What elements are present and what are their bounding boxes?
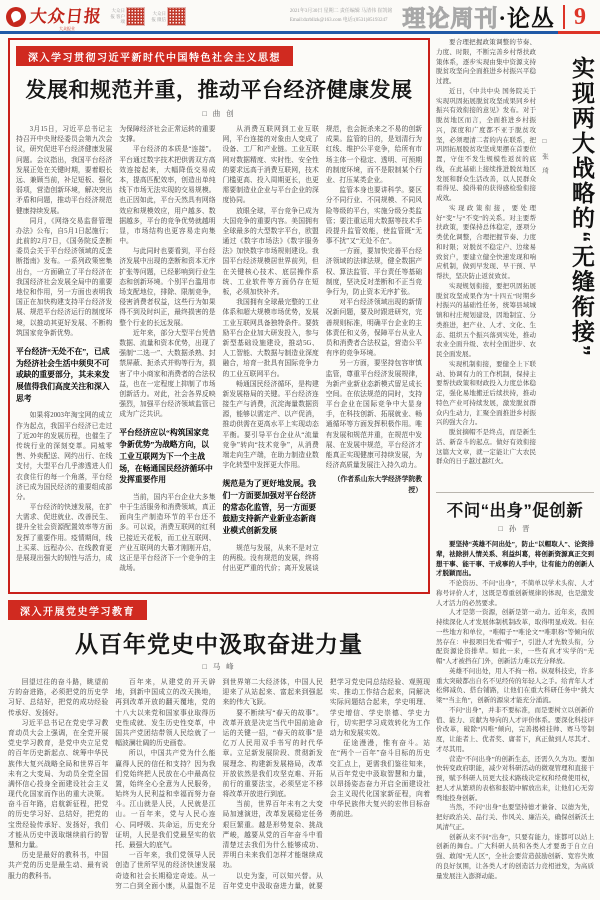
paragraph: 要合理把握政策调整的节奏、力度、时限，不断完善乡村帮扶政策体系，逐步实现由集中资源支持脱贫攻坚向全面推进乡村振兴平稳过渡。 [436,39,536,85]
qr-block-wechat [149,8,185,25]
paragraph: 实现机制衔接，要健全上下联动、协调有力的工作机制，保持主要帮扶政策和财政投入力度总体稳定，强化易地搬迁后续扶持，推动特色产业可持续发展，激发脱贫群众内生动力，汇聚全面推进乡村振兴的强大合力。 [436,360,536,427]
masthead [0,0,600,31]
paragraph: 以史为鉴，可以知兴替。从百年党史中汲取奋进力量，就要把学习党史同总结经验、观照现实、推动工作结合起来，同解决实际问题结合起来，学史明理、学史增信、学史崇德、学史力行，切实把学习成效转化为工作动力和发展实效。 [222,679,430,890]
right-column [436,38,594,896]
qr-label: 大众日报 客户端 [110,7,125,25]
paragraph: 规范与发展，从来不是对立的两极。没有规范的发展，终将付出更严重的代价；离开发展谈规范，也会扼杀来之不易的创新成果。监管的目的，是划清行为红线、维护公平竞争，给所有市场主体一个稳定、透明、可预期的制度环境，而不是限制某个行业、打压某类企业。 [222,126,422,573]
paragraph: 人才是第一资源，创新是第一动力。近年来，我国持续深化人才发展体制机制改革，取得明显成效。但在一些地方和单位，“唯帽子”“唯论文”“唯职称”等倾向依然存在：申报项目先看“帽子”，引进人才先数头衔，分配资源论资排辈。如此一来，一些有真才实学的“无帽”人才被挡在门外，创新活力难以充分释放。 [436,609,594,665]
qr-label: 大众日报 微信 [151,10,166,22]
subhead: 规范是为了更好地发展。我们一方面要加强对平台经济的常态化监管，另一方面要鼓励支持新产业新业态新商业模式创新发展 [222,479,317,536]
right-bottom-article-byline: □ 孙 晋 [498,524,532,533]
right-top-article [436,38,594,486]
paragraph: 当然，不问“出身”也要坚持德才兼备、以德为先，把好政治关、品行关、作风关、廉洁关，确保创新沃土风清气正。 [436,804,594,831]
paragraph: 放眼全球，平台竞争已成为大国竞争的重要内容。美国拥有全球最多的大型数字平台，欧盟通过《数字市场法》《数字服务法》加快数字市场规则建设。我国平台经济规模居世界前列，但在关键核心技术、底层操作系统、工业软件等方面仍存在短板，必须加快补齐。 [222,207,319,296]
paragraph: 另一方面，要坚持包容审慎监管，尊重平台经济发展规律，为新产业新业态新模式留足成长空间。在依法规范的同时，支持平台企业在国际竞争中大显身手，在科技创新、拓展就业、畅通循环等方面发挥积极作用。唯有发展和规范并重，在规范中发展、在发展中规范，平台经济才能真正实现健康可持续发展，为经济高质量发展注入持久动力。 [325,360,422,470]
paragraph: 不论资历、不问“出身”，不简单以学术头衔、人才称号评价人才，这既是尊重创新规律的体现，也是激发人才活力的必然要求。 [436,580,594,607]
paragraph: 实现规划衔接，要把巩固拓展脱贫攻坚成果作为“十四五”时期乡村振兴的基础性任务，统筹县域城镇和村庄规划建设，因地制宜、分类推进，把产业、人才、文化、生态、组织五个振兴落到实处，推动农业全面升级、农村全面进步、农民全面发展。 [436,282,536,358]
qr-code-icon [168,8,185,25]
paragraph: 要坚持“英雄不问出处”，防止“以帽取人”、论资排辈，祛除拼人情关系、利益纠葛，将创新资源真正交到想干事、能干事、干成事的人手中，让有能力的创新人才脱颖而出。 [436,541,594,578]
main-article-headline: 发展和规范并重，推动平台经济健康发展 [25,79,413,102]
paragraph: 如果将2003年淘宝网的成立作为起点，我国平台经济已走过了近20年的发展历程，也催生了传统行业的深刻变革。同城零售、外卖配送、网约出行、在线支付，大型平台几乎渗透进人们衣食住行的每一个角落，平台经济已成为国民经济的重要组成部分。 [16,412,113,501]
paragraph: 一百年来，我们党领导人民创造了世所罕见的经济快速发展奇迹和社会长期稳定奇迹。从一穷二白到全面小康，从温饱不足到世界第二大经济体，中国人民迎来了从站起来、富起来到强起来的伟大飞跃。 [115,679,323,890]
paragraph: 近日，《中共中央 国务院关于实现巩固拓展脱贫攻坚成果同乡村振兴有效衔接的意见》发布。对于脱贫地区而言，全面推进乡村振兴，深度和广度都不亚于脱贫攻坚，必须理清二者的内在联系，把巩固拓展脱贫攻坚成果摆在首要位置，守住不发生规模性返贫的底线，在此基础上接续推进脱贫地区发展和群众生活改善，以人民群众看得见、摸得着的获得感检验衔接成效。 [436,87,536,202]
subhead: 平台经济应以“构筑国家竞争新优势”为战略方向，以工业互联网为下一个主战场，在畅通国民经济循环中发挥重要作用 [119,428,213,485]
date-line: 2021年3月30日 星期二 责任编辑 马清伟 崔凯铭 [289,9,393,14]
paragraph: 习近平总书记在党史学习教育动员大会上强调，在全党开展党史学习教育，是党中央立足党的百年历史新起点、统筹中华民族伟大复兴战略全局和世界百年未有之大变局、为动员全党全国满怀信心投身全面建设社会主义现代化国家而作出的重大决策。奋斗百年路，启航新征程，把党的历史学习好、总结好，把党的宝贵经验传承好、发扬好，我们才能从历史中汲取继续前行的智慧和力量。 [8,719,109,849]
paragraph: （作者系山东大学经济学院教授） [333,476,422,494]
paragraph: 平台经济的快速发展，在扩大需求、促进就业、改善民生、提升全社会资源配置效率等方面发挥了重要作用。疫情期间，线上买菜、远程办公、在线教育更是展现出强大的韧性与活力，成为保障经济社会正常运转的重要支撑。 [16,126,216,562]
paragraph: 3月15日，习近平总书记主持召开中央财经委员会第九次会议，研究促进平台经济健康发展问题。会议指出，我国平台经济发展正处在关键时期，要着眼长远、兼顾当前，补足短板、强化弱项，营造创新环境，解决突出矛盾和问题，推动平台经济规范健康持续发展。 [16,126,113,215]
masthead-rule [0,31,600,34]
paragraph: 征途漫漫，惟有奋斗。站在“两个一百年”奋斗目标的历史交汇点上，更需我们鉴往知来，从百年党史中汲取智慧和力量，以昂扬姿态奋力开启全面建设社会主义现代化国家新征程，向着中华民族伟大复兴的宏伟目标奋勇前进。 [329,740,430,819]
paragraph: 从消费互联网到工业互联网，平台连接的对象由人变成了设备、工厂和产业链。工业互联网对数据精度、实时性、安全性的要求远高于消费互联网，技术门槛更高、投入周期更长，也更需要制造业企业与平台企业的深度协同。 [222,126,319,205]
paragraph: 所以，中国共产党为什么能赢得人民的信任和支持？因为我们党始终把人民放在心中最高位置，始终全心全意为人民服务，始终为人民利益和幸福而努力奋斗。江山就是人民，人民就是江山。一百年来，党与人民心连心、同呼吸、共命运，历史充分证明，人民是我们党最坚实的依托、最强大的底气。 [115,750,216,849]
main-article-body [16,125,422,577]
paragraph: 历史是最好的教科书，中国共产党的历史是最生动、最有说服力的教科书。 [8,852,109,880]
paragraph: 不问“出身”，并非不要标准，而是要树立以创新价值、能力、贡献为导向的人才评价体系。要深化科技评价改革，破除“四唯”倾向，完善揭榜挂帅、赛马等制度，让能者上、优者奖、庸者下，真正做到人尽其才、才尽其用。 [436,706,594,753]
paragraph: 实现政策衔接，要处理好“变”与“不变”的关系。对主要帮扶政策，要保持总体稳定，逐项分类优化调整，合理把握节奏、力度和时限；对脱贫不稳定户、边缘易致贫户，要建立健全快速发现和响应机制，做到早发现、早干预、早帮扶，坚决防止返贫致贫。 [436,204,536,280]
bottom-article-kicker: 深入开展党史学习教育 [8,600,147,620]
main-article-byline: □ 曲 创 [202,109,236,118]
paragraph: 一方面，要加快完善平台经济领域的法律法规，健全数据产权、算法监管、平台责任等基础制度，坚决反对垄断和不正当竞争行为，防止资本无序扩张。 [325,248,422,296]
newspaper-logo-icon [6,7,26,27]
right-bottom-article-headline: 不问“出身”促创新 [446,502,584,520]
paragraph: 同月，《网络交易监督管理办法》公布，自5月1日起施行；此前的2月7日，《国务院反垄断委员会关于平台经济领域的反垄断指南》发布。一系列政策密集出台，一方面确立了平台经济在我国经济社会发展全局中的重要地位和作用，另一方面也表明我国正在加快构建支持平台经济发展、规范平台经济运行的制度环境，以推动其更好发展、不断构筑国家竞争新优势。 [16,217,113,337]
paragraph: 当前，世界百年未有之大变局加速演进，改革发展稳定任务艰巨繁重。越是形势复杂、挑战严峻，越要从党的百年奋斗中看清楚过去我们为什么能够成功、弄明白未来我们怎样才能继续成功。 [222,801,323,870]
qr-block-client [108,8,144,26]
paragraph: 当前，国内平台企业大多集中于生活服务和消费领域，真正面向生产制造环节的平台还不多。可以说，消费互联网的红利已接近天花板，而工业互联网、产业互联网的大幕才刚刚开启，这正是平台经济下一个竞争的主战场。 [119,493,216,573]
page-number: 9 [563,5,594,29]
bottom-article-byline: □ 马 峰 [202,662,236,671]
bottom-article-headline: 从百年党史中汲取奋进力量 [75,631,363,657]
paragraph: 监管本身也要讲科学。要区分不同行业、不同规模、不同风险等级的平台，实施分级分类监管；要注重运用大数据等技术手段提升监管效能，使监管既“无事不扰”又“无处不在”。 [325,187,422,246]
paragraph: 营造“不问出身”的创新生态，还需久久为功。要加快转变政府职能，减少对科研活动的微观管理和直接干预，赋予科研人员更大技术路线决定权和经费使用权，把人才从繁琐的表格和报销中解放出来，让他们心无旁骛地投身创新。 [436,755,594,802]
right-top-article-body [436,38,536,486]
right-bottom-article-body [436,540,594,892]
paragraph: 对平台经济领域出现的新情况新问题，要及时跟进研究，完善规则标准，明确平台企业的主体责任和义务，保障平台从业人员和消费者合法权益，营造公平有序的竞争环境。 [325,299,422,358]
newspaper-name: 大众日报 [28,7,103,26]
logo-badge-text: 大众报业 [59,26,75,31]
main-article [8,38,430,594]
paragraph: 脱贫摘帽不是终点，而是新生活、新奋斗的起点。做好有效衔接这篇大文章，就一定能让广大农民群众的日子越过越红火。 [436,429,536,466]
contact-line: Email:dzrbllzk@163.com 电话:(0531)85193247 [289,17,388,23]
qr-code-icon [127,8,144,25]
bottom-article [8,600,430,896]
article-divider [436,492,594,493]
section-title [402,0,555,33]
right-bottom-article [436,497,594,892]
paragraph: 与此同时也要看到，平台经济发展中出现的垄断和资本无序扩张等问题，已经影响到行业生态和创新环境。个别平台滥用市场支配地位，排除、限制竞争，侵害消费者权益，这些行为如果得不到及时纠正，最终损害的是整个行业的长远发展。 [119,248,216,327]
paragraph: 畅通国民经济循环，是构建新发展格局的关键。平台经济连接生产与消费，沉淀海量数据资源，能够以需定产、以产促消，推动供需在更高水平上实现动态平衡。要引导平台企业从“流量竞争”转向“技术竞争”，从消费端走向生产端，在助力制造业数字化转型中发挥更大作用。 [222,380,319,470]
edition-meta [290,8,393,25]
paragraph: 回望过往的奋斗路，眺望前方的奋进路，必须把党的历史学习好、总结好，把党的成功经验传承好、发扬好。 [8,679,109,717]
paragraph: 要不断续写“春天的故事”。改革开放是决定当代中国前途命运的关键一招，“春天的故事”是亿万人民用双手书写的时代华章。立足新发展阶段、贯彻新发展理念、构建新发展格局，改革开放依然是我们攻坚克难、开拓前行的重要法宝，必须坚定不移将改革开放进行到底。 [222,709,323,799]
paragraph: 百年来，从建党的开天辟地，到新中国成立的改天换地，再到改革开放的翻天覆地，党的十八大以来党和国家事业取得历史性成就、发生历史性变革，中国共产党团结带领人民绘就了一幅波澜壮阔的历史画卷。 [115,679,216,748]
bottom-article-body [8,678,430,900]
right-top-article-headline: 实现两大战略的“无缝衔接” [569,56,595,358]
paragraph: 近年来，部分大型平台凭借数据、流量和资本优势，出现了强制“二选一”、大数据杀熟、封禁屏蔽、扼杀式并购等行为，损害了中小商家和消费者的合法权益，也在一定程度上抑制了市场创新活力。对此，社会各界反映强烈，加强平台经济领域监管已成为广泛共识。 [119,329,216,419]
section-title-bold: ·论丛 [498,6,555,31]
paragraph: 创新从来不问“出身”，只要有能力，谁都可以站上创新的舞台。广大科研人员和各类人才要勇于自立自强、敢闯“无人区”，全社会要营造鼓励创新、宽容失败的良好氛围，让各类人才的创造活力竞相迸发，为高质量发展注入澎湃动能。 [436,833,594,880]
subhead: 平台经济“无处不在”，已成为经济社会生活中须臾不可或缺的重要部分，其未来发展值得我们高度关注和深入思考 [16,346,110,403]
main-article-kicker: 深入学习贯彻习近平新时代中国特色社会主义思想 [16,46,293,66]
paragraph: 平台经济的本质是“连接”。平台通过数字技术把供需双方高效连接起来，大幅降低交易成本，提高匹配效率，创造出单纯线下市场无法实现的交易规模。也正因如此，平台天然具有网络效应和规模效应，用户越多、数据越多，平台的竞争优势就越明显，市场结构也更容易走向集中。 [119,146,216,246]
right-top-article-byline: □ 张 琦 [541,138,548,177]
paragraph: 英雄不问出处，用人不拘一格。纵观科技史，许多重大突破都出自名不见经传的年轻人之手。给青年人才松绑减负、搭台铺路，让他们在重大科研任务中“挑大梁”“当主角”，创新的源泉才能充分涌流。 [436,667,594,704]
paragraph: 我国拥有全球最完整的工业体系和超大规模市场优势，发展工业互联网具备独特条件。要鼓励平台企业加大研发投入，参与新型基础设施建设，推动5G、人工智能、大数据与制造业深度融合，培育一批具有国际竞争力的工业互联网平台。 [222,299,319,378]
section-title-light: 理论周刊 [402,6,499,31]
